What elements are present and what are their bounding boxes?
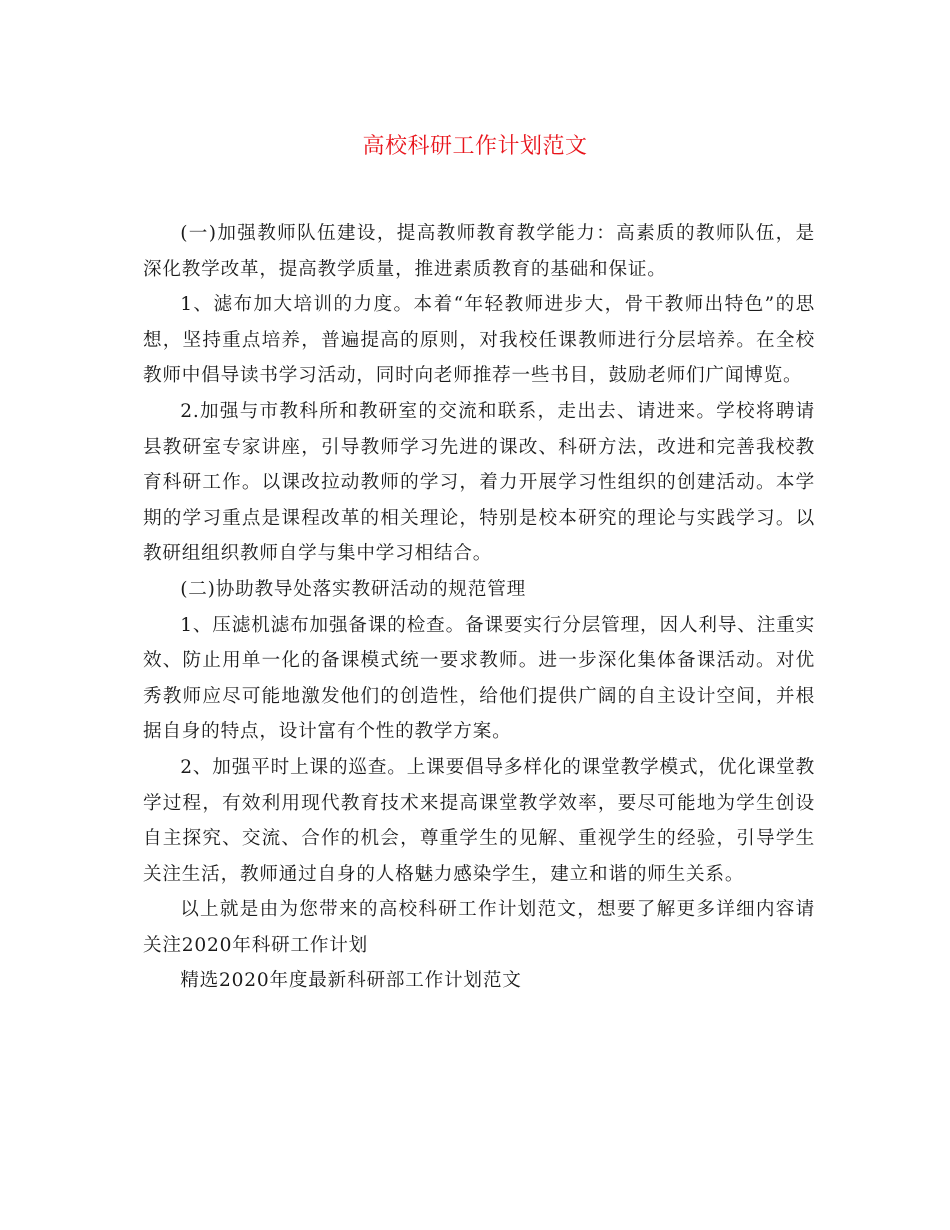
- paragraph-lesson-prep: 1、压滤机滤布加强备课的检查。备课要实行分层管理，因人利导、注重实效、防止用单一化的备课模式统一要求教师。进一步深化集体备课活动。对优秀教师应尽可能地激发他们的创造性，给他们提供广阔的自主设计空间，并根据自身的特点，设计富有个性的教学方案。: [143, 614, 815, 743]
- paragraph-related-link: 精选2020年度最新科研部工作计划范文: [180, 970, 522, 992]
- document-title: 高校科研工作计划范文: [362, 134, 588, 159]
- paragraph-section-two-heading: (二)协助教导处落实教研活动的规范管理: [180, 578, 526, 600]
- paragraph-closing: 以上就是由为您带来的高校科研工作计划范文，想要了解更多详细内容请关注2020年科研工作计划: [143, 899, 815, 956]
- paragraph-training: 1、滤布加大培训的力度。本着“年轻教师进步大，骨干教师出特色”的思想，坚持重点培养，普遍提高的原则，对我校任课教师进行分层培养。在全校教师中倡导读书学习活动，同时向老师推荐一些书目，鼓励老师们广闻博览。: [143, 294, 815, 387]
- paragraph-section-one-heading: (一)加强教师队伍建设，提高教师教育教学能力：高素质的教师队伍，是深化教学改革，提高教学质量，推进素质教育的基础和保证。: [143, 223, 815, 280]
- paragraph-exchange: 2.加强与市教科所和教研室的交流和联系，走出去、请进来。学校将聘请县教研室专家讲座，引导教师学习先进的课改、科研方法，改进和完善我校教育科研工作。以课改拉动教师的学习，着力开展学习性组织的创建活动。本学期的学习重点是课程改革的相关理论，特别是校本研究的理论与实践学习。以教研组组织教师自学与集中学习相结合。: [143, 400, 815, 565]
- document-body: [143, 216, 815, 999]
- paragraph-class-inspection: 2、加强平时上课的巡查。上课要倡导多样化的课堂教学模式，优化课堂教学过程，有效利用现代教育技术来提高课堂教学效率，要尽可能地为学生创设自主探究、交流、合作的机会，尊重学生的见解、重视学生的经验，引导学生关注生活，教师通过自身的人格魅力感染学生，建立和谐的师生关系。: [143, 756, 815, 885]
